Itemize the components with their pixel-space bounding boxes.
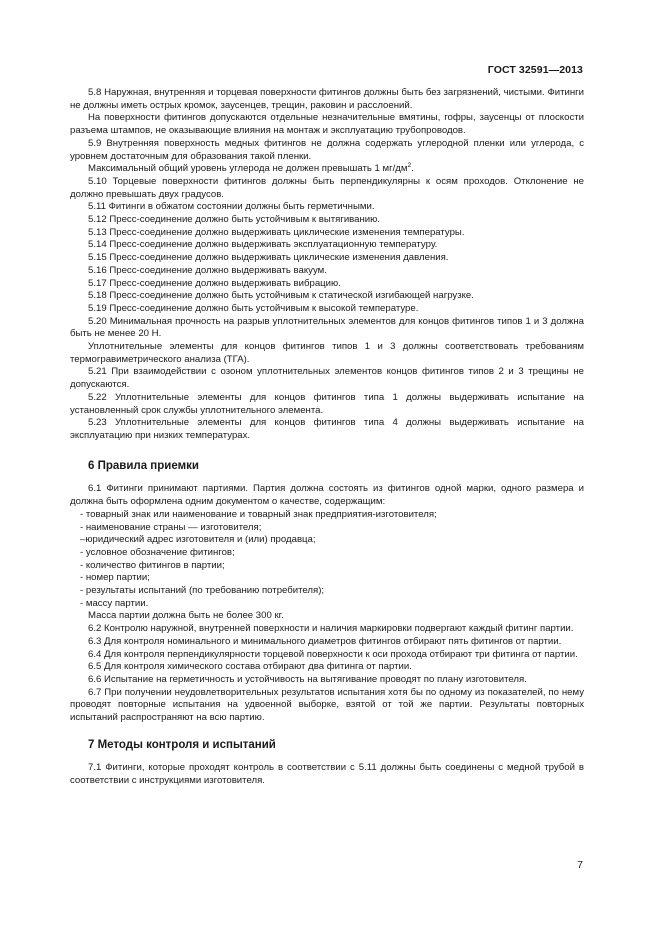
page-content [70, 87, 584, 788]
list-item: - товарный знак или наименование и товарный знак предприятия-изготовителя; [80, 508, 437, 520]
section-6-heading: 6 Правила приемки [88, 459, 199, 472]
paragraph-5-17: 5.17 Пресс-соединение должно выдерживать вибрацию. [88, 277, 341, 289]
standard-header: ГОСТ 32591—2013 [487, 64, 583, 76]
paragraph-6-3: 6.3 Для контроля номинального и минимального диаметров фитингов отбирают пять фитингов от партии. [88, 635, 562, 647]
paragraph-5-14: 5.14 Пресс-соединение должно выдерживать эксплуатационную температуру. [88, 239, 438, 251]
paragraph-5-20-cont: Уплотнительные элементы для концов фитингов типов 1 и 3 должны соответствовать требованиям термогравиметрического анализа (ТГА). [70, 341, 584, 365]
list-item: - наименование страны — изготовителя; [80, 521, 262, 533]
paragraph-5-18: 5.18 Пресс-соединение должно быть устойчивым к статической изгибающей нагрузке. [88, 290, 474, 302]
paragraph-5-10: 5.10 Торцевые поверхности фитингов должны быть перпендикулярны к осям проходов. Отклонение не должно превышать двух градусов. [70, 175, 584, 200]
carbon-limit-text: Максимальный общий уровень углерода не должен превышать 1 мг/дм [88, 163, 408, 175]
paragraph-5-22: 5.22 Уплотнительные элементы для концов фитингов типа 1 должны выдерживать испытание на установленный срок службы уплотнительного элемента. [70, 391, 584, 416]
paragraph-6-7: 6.7 При получении неудовлетворительных результатов испытания хотя бы по одному из показателей, по нему проводят повторные испытания на удвоенной выборке, взятой от той же партии. Результаты повторных испытаний распространяют на всю партию. [70, 686, 584, 724]
list-item: –юридический адрес изготовителя и (или) продавца; [80, 534, 316, 546]
list-item: - условное обозначение фитингов; [80, 546, 235, 558]
paragraph-5-21: 5.21 При взаимодействии с озоном уплотнительных элементов концов фитингов типов 2 и 3 трещины не допускаются. [70, 366, 584, 391]
paragraph-7-1: 7.1 Фитинги, которые проходят контроль в соответствии с 5.11 должны быть соединены с медной трубой в соответствии с инструкциями изготовителя. [70, 762, 584, 787]
paragraph-5-23: 5.23 Уплотнительные элементы для концов фитингов типа 4 должны выдерживать испытание на эксплуатацию при низких температурах. [70, 417, 584, 441]
paragraph-5-13: 5.13 Пресс-соединение должно выдерживать циклические изменения температуры. [88, 226, 465, 238]
paragraph-6-1: 6.1 Фитинги принимают партиями. Партия должна состоять из фитингов одной марки, одного размера и должна быть оформлена одним документом о качестве, содержащим: [70, 483, 584, 508]
paragraph-5-9-cont [70, 163, 584, 176]
paragraph-5-16: 5.16 Пресс-соединение должно выдерживать вакуум. [88, 264, 327, 276]
paragraph-6-4: 6.4 Для контроля перпендикулярности торцевой поверхности к оси прохода отбирают три фитинга от партии. [88, 648, 578, 660]
paragraph-5-8-cont: На поверхности фитингов допускаются отдельные незначительные вмятины, гофры, заусенцы от плоскости разъема штампов, не оказывающие влияния на монтаж и эксплуатацию трубопроводов. [70, 112, 584, 137]
paragraph-6-5: 6.5 Для контроля химического состава отбирают два фитинга от партии. [88, 661, 412, 673]
period: . [411, 163, 414, 175]
unit-superscript: 2 [407, 162, 412, 170]
paragraph-5-11: 5.11 Фитинги в обжатом состоянии должны быть герметичными. [88, 201, 375, 213]
paragraph-5-8: 5.8 Наружная, внутренняя и торцевая поверхности фитингов должны быть без загрязнений, чистыми. Фитинги не должны иметь острых кромок, заусенцев, трещин, раковин и расслоений. [70, 87, 584, 111]
paragraph-5-15: 5.15 Пресс-соединение должно выдерживать циклические изменения давления. [88, 252, 449, 264]
paragraph-6-2: 6.2 Контролю наружной, внутренней поверхности и наличия маркировки подвергают каждый фитинг партии. [88, 623, 574, 635]
list-item: - номер партии; [80, 572, 150, 584]
list-item: - результаты испытаний (по требованию потребителя); [80, 585, 325, 597]
list-item: - массу партии. [80, 597, 149, 609]
section-7-heading: 7 Методы контроля и испытаний [88, 738, 276, 751]
list-item: - количество фитингов в партии; [80, 559, 225, 571]
paragraph-5-9: 5.9 Внутренняя поверхность медных фитингов не должна содержать углеродной пленки или углерода, с уровнем достаточным для образования такой пленки. [70, 137, 584, 162]
paragraph-5-12: 5.12 Пресс-соединение должно быть устойчивым к вытягиванию. [88, 214, 381, 226]
page-number: 7 [577, 859, 583, 871]
paragraph-mass: Масса партии должна быть не более 300 кг. [88, 610, 284, 622]
paragraph-6-6: 6.6 Испытание на герметичность и устойчивость на вытягивание проводят по плану изготовителя. [88, 673, 527, 685]
paragraph-5-20: 5.20 Минимальная прочность на разрыв уплотнительных элементов для концов фитингов типов 1 и 3 должна быть не менее 20 Н. [70, 315, 584, 340]
paragraph-5-19: 5.19 Пресс-соединение должно быть устойчивым к высокой температуре. [88, 302, 419, 314]
